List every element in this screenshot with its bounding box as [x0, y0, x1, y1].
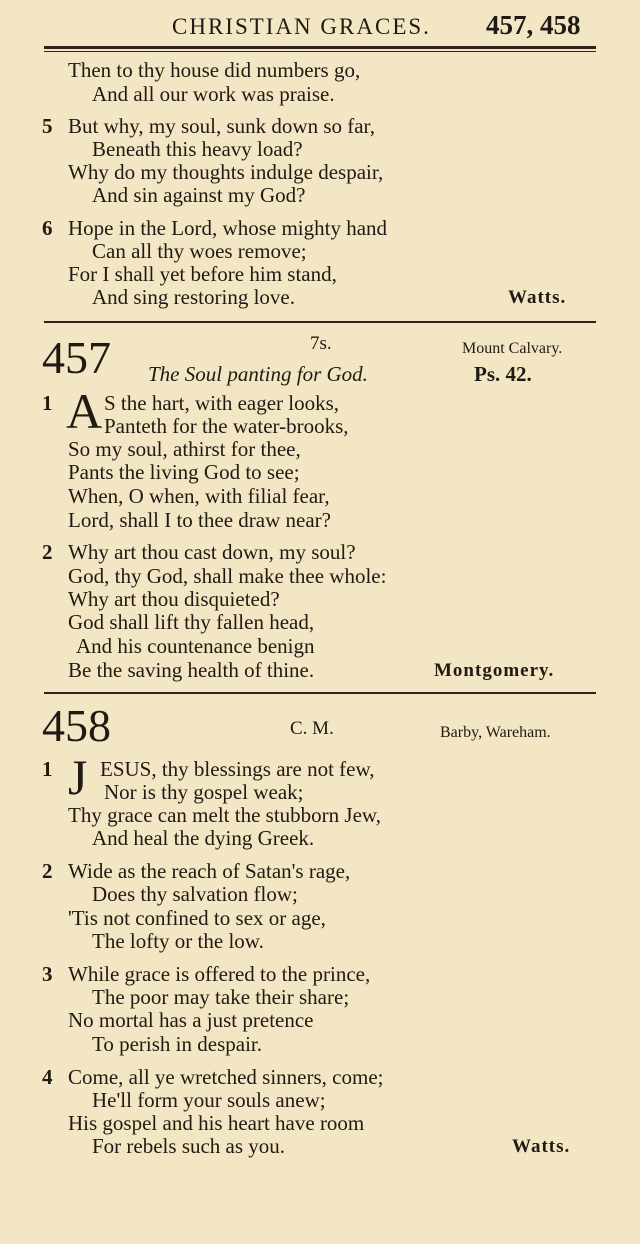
verse-line: The poor may take their share;	[92, 985, 350, 1009]
verse-line: S the hart, with eager looks,	[104, 391, 340, 415]
hymn-subject: The Soul panting for God.	[148, 362, 368, 386]
verse-line: Why art thou disquieted?	[68, 587, 280, 611]
verse-line: Nor is thy gospel weak;	[104, 780, 304, 804]
verse-line: For I shall yet before him stand,	[68, 262, 337, 286]
stanza-number: 2	[42, 540, 53, 564]
verse-line: Be the saving health of thine.	[68, 658, 315, 682]
verse-line: 'Tis not confined to sex or age,	[68, 906, 326, 930]
stanza-number: 5	[42, 114, 53, 138]
verse-line: Can all thy woes remove;	[92, 239, 307, 263]
page-hymn-numbers: 457, 458	[486, 10, 581, 40]
verse-line: To perish in despair.	[92, 1032, 262, 1056]
verse-line: God, thy God, shall make thee whole:	[68, 564, 387, 588]
verse-line: And his countenance benign	[76, 634, 315, 658]
verse-line: And sing restoring love.	[92, 285, 295, 309]
author-credit: Watts.	[508, 287, 567, 308]
verse-line: Come, all ye wretched sinners, come;	[68, 1065, 384, 1089]
verse-line: His gospel and his heart have room	[68, 1111, 365, 1135]
stanza-number: 6	[42, 216, 53, 240]
hymn-meter: 7s.	[310, 333, 332, 354]
tune-name: Mount Calvary.	[462, 340, 563, 357]
hymn-number: 457	[42, 332, 111, 383]
verse-line: The lofty or the low.	[92, 929, 264, 953]
verse-line: Then to thy house did numbers go,	[68, 58, 361, 82]
stanza-number: 2	[42, 859, 53, 883]
verse-line: Hope in the Lord, whose mighty hand	[68, 216, 388, 240]
drop-cap: J	[68, 749, 88, 805]
stanza-number: 1	[42, 391, 53, 415]
verse-line: ESUS, thy blessings are not few,	[100, 757, 375, 781]
tune-name: Barby, Wareham.	[440, 724, 551, 741]
scripture-reference: Ps. 42.	[474, 362, 532, 386]
author-credit: Montgomery.	[434, 660, 555, 681]
stanza-number: 1	[42, 757, 53, 781]
verse-line: Thy grace can melt the stubborn Jew,	[68, 803, 381, 827]
verse-line: Panteth for the water-brooks,	[104, 414, 349, 438]
verse-line: Wide as the reach of Satan's rage,	[68, 859, 351, 883]
hymn-divider	[44, 692, 596, 694]
verse-line: When, O when, with filial fear,	[68, 484, 330, 508]
verse-line: For rebels such as you.	[92, 1134, 286, 1158]
verse-line: But why, my soul, sunk down so far,	[68, 114, 375, 138]
verse-line: Why do my thoughts indulge despair,	[68, 160, 384, 184]
verse-line: He'll form your souls anew;	[92, 1088, 326, 1112]
verse-line: God shall lift thy fallen head,	[68, 610, 315, 634]
stanza-number: 4	[42, 1065, 53, 1089]
drop-cap: A	[66, 383, 103, 439]
verse-line: And all our work was praise.	[92, 82, 335, 106]
running-title: CHRISTIAN GRACES.	[172, 14, 431, 39]
verse-line: Beneath this heavy load?	[92, 137, 303, 161]
verse-line: Pants the living God to see;	[68, 460, 300, 484]
verse-line: Does thy salvation flow;	[92, 882, 298, 906]
author-credit: Watts.	[512, 1136, 571, 1157]
verse-line: So my soul, athirst for thee,	[68, 437, 301, 461]
verse-line: Why art thou cast down, my soul?	[68, 540, 356, 564]
header-rule	[44, 46, 596, 49]
stanza-number: 3	[42, 962, 53, 986]
hymn-meter: C. M.	[290, 718, 334, 739]
header-rule-thin	[44, 51, 596, 52]
verse-line: And heal the dying Greek.	[92, 826, 315, 850]
verse-line: No mortal has a just pretence	[68, 1008, 314, 1032]
hymn-number: 458	[42, 700, 111, 751]
verse-line: While grace is offered to the prince,	[68, 962, 371, 986]
verse-line: Lord, shall I to thee draw near?	[68, 508, 331, 532]
verse-line: And sin against my God?	[92, 183, 306, 207]
hymn-divider	[44, 321, 596, 323]
